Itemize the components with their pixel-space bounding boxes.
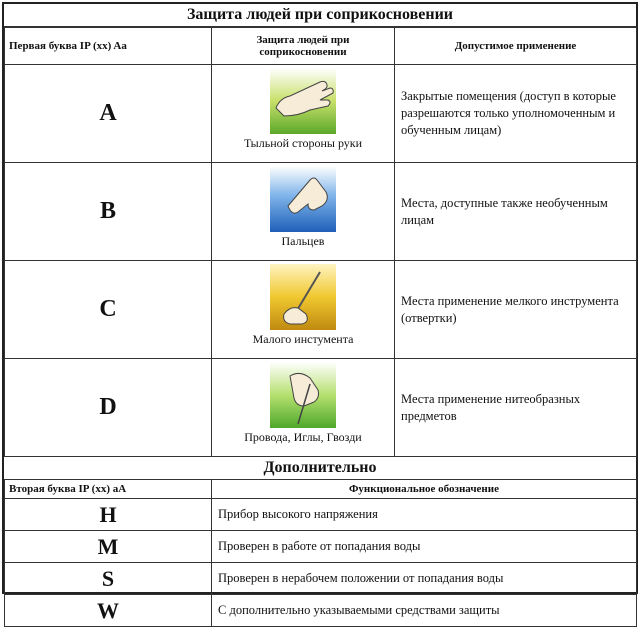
row-letter: S	[5, 563, 212, 595]
table-row	[5, 261, 637, 359]
row-description: Проверен в нерабочем положении от попадания воды	[212, 563, 637, 595]
additional-title: Дополнительно	[263, 459, 377, 476]
table-row	[5, 531, 637, 563]
header-application: Допустимое применение	[395, 28, 637, 65]
row-image-cell	[212, 261, 395, 359]
additional-header-row	[5, 480, 637, 499]
row-letter: M	[5, 531, 212, 563]
row-description: Закрытые помещения (доступ в которые разрешаются только уполномоченным и обученным лицам)	[395, 65, 637, 163]
row-description: Прибор высокого напряжения	[212, 499, 637, 531]
row-description: Места применение мелкого инструмента (отвертки)	[395, 261, 637, 359]
row-caption: Малого инстумента	[252, 332, 354, 346]
row-description: Проверен в работе от попадания воды	[212, 531, 637, 563]
table-title: Защита людей при соприкосновении	[4, 4, 636, 27]
header-first-letter: Первая буква IP (xx) Aa	[5, 28, 212, 65]
screwdriver-icon	[270, 264, 336, 330]
header-function: Функциональное обозначение	[212, 480, 637, 499]
wire-icon	[270, 362, 336, 428]
row-description: Места, доступные также необученным лицам	[395, 163, 637, 261]
row-letter: C	[5, 261, 212, 359]
table-row	[5, 563, 637, 595]
row-image-cell	[212, 65, 395, 163]
table-row	[5, 65, 637, 163]
table-row	[5, 163, 637, 261]
table-row	[5, 595, 637, 627]
row-description: Места применение нитеобразных предметов	[395, 359, 637, 457]
row-caption: Провода, Иглы, Гвозди	[244, 430, 362, 444]
table-row	[5, 499, 637, 531]
header-row	[5, 28, 637, 65]
protection-table-sheet	[2, 2, 638, 623]
row-image-cell	[212, 359, 395, 457]
main-table	[4, 27, 637, 457]
row-caption: Тыльной стороны руки	[243, 136, 363, 150]
back-of-hand-icon	[270, 68, 336, 134]
row-caption: Пальцев	[281, 234, 325, 248]
row-letter: H	[5, 499, 212, 531]
additional-table	[4, 479, 637, 627]
header-second-letter: Вторая буква IP (xx) aA	[5, 480, 212, 499]
table-row	[5, 359, 637, 457]
row-letter: A	[5, 65, 212, 163]
row-letter: D	[5, 359, 212, 457]
row-letter: W	[5, 595, 212, 627]
row-description: С дополнительно указываемыми средствами защиты	[212, 595, 637, 627]
header-protection: Защита людей при соприкосновении	[212, 28, 395, 65]
row-image-cell	[212, 163, 395, 261]
row-letter: B	[5, 163, 212, 261]
finger-icon	[270, 166, 336, 232]
